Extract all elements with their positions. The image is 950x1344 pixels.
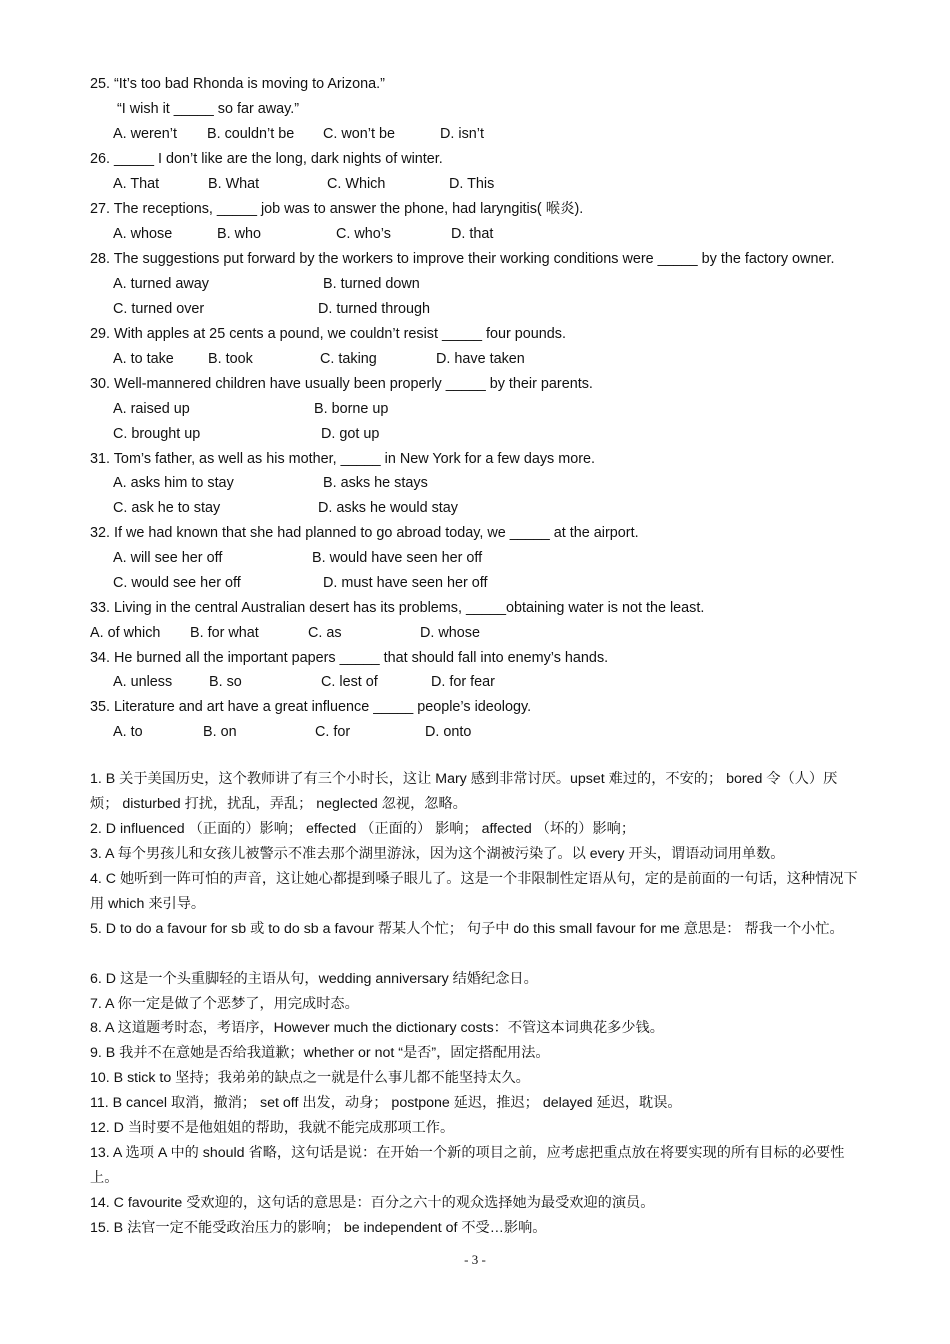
question-25-option-a: A. weren’t: [113, 126, 177, 142]
answer-15: 15. B 法官一定不能受政治压力的影响； be independent of 不受…影响。: [90, 1220, 547, 1236]
question-28-stem: 28. The suggestions put forward by the workers to improve their working conditions were _____ by the factory owner.: [90, 251, 835, 267]
question-29-option-b: B. took: [208, 351, 253, 367]
question-31-stem: 31. Tom’s father, as well as his mother, _____ in New York for a few days more.: [90, 451, 595, 467]
question-30-option-c: C. brought up: [113, 426, 201, 442]
question-32-option-c: C. would see her off: [113, 575, 241, 591]
answer-2: 2. D influenced （正面的）影响； effected （正面的） 影响； affected （坏的）影响；: [90, 821, 636, 837]
question-32-option-b: B. would have seen her off: [312, 550, 483, 566]
question-35-option-a: A. to: [113, 724, 143, 740]
question-25-option-c: C. won’t be: [323, 126, 395, 142]
answer-13: 13. A 选项 A 中的 should 省略，这句话是说：在开始一个新的项目之前，应考虑把重点放在将要实现的所有目标的必要性上。: [90, 1145, 845, 1186]
question-26-stem: 26. _____ I don’t like are the long, dark nights of winter.: [90, 151, 443, 167]
question-31-option-d: D. asks he would stay: [318, 500, 458, 516]
question-31-option-a: A. asks him to stay: [113, 475, 234, 491]
answer-12: 12. D 当时要不是他姐姐的帮助，我就不能完成那项工作。: [90, 1120, 455, 1136]
question-34-option-a: A. unless: [113, 674, 173, 690]
question-26-option-d: D. This: [449, 176, 495, 192]
question-28-option-a: A. turned away: [113, 276, 209, 292]
question-26-option-b: B. What: [208, 176, 260, 192]
question-28-option-b: B. turned down: [323, 276, 420, 292]
question-31-option-b: B. asks he stays: [323, 475, 428, 491]
answer-3: 3. A 每个男孩儿和女孩儿被警示不准去那个湖里游泳，因为这个湖被污染了。以 every 开头，谓语动词用单数。: [90, 846, 785, 862]
question-34-option-c: C. lest of: [321, 674, 378, 690]
question-27-option-a: A. whose: [113, 226, 173, 242]
question-27-option-d: D. that: [451, 226, 494, 242]
question-27-option-c: C. who’s: [336, 226, 391, 242]
question-27-option-b: B. who: [217, 226, 261, 242]
question-33-option-c: C. as: [308, 625, 342, 641]
question-33-option-b: B. for what: [190, 625, 259, 641]
question-30-stem: 30. Well-mannered children have usually been properly _____ by their parents.: [90, 376, 593, 392]
question-29-stem: 29. With apples at 25 cents a pound, we couldn’t resist _____ four pounds.: [90, 326, 566, 342]
answer-1: 1. B 关于美国历史，这个教师讲了有三个小时长，这让 Mary 感到非常讨厌。upset 难过的，不安的； bored 令（人）厌烦； disturbed 打扰，扰乱，弄乱； neglected 忽视，忽略。: [90, 771, 838, 812]
answer-9: 9. B 我并不在意她是否给我道歉；whether or not “是否”，固定搭配用法。: [90, 1045, 550, 1061]
question-29-option-c: C. taking: [320, 351, 377, 367]
question-30-option-b: B. borne up: [314, 401, 389, 417]
question-26-option-c: C. Which: [327, 176, 386, 192]
question-25-option-b: B. couldn’t be: [207, 126, 295, 142]
question-34-option-b: B. so: [209, 674, 242, 690]
question-32-option-d: D. must have seen her off: [323, 575, 488, 591]
question-35-option-d: D. onto: [425, 724, 472, 740]
question-29-option-d: D. have taken: [436, 351, 525, 367]
question-27-stem: 27. The receptions, _____ job was to answer the phone, had laryngitis( 喉炎).: [90, 201, 584, 217]
answer-5: 5. D to do a favour for sb 或 to do sb a favour 帮某人个忙； 句子中 do this small favour for me 意思是： 帮我一个小忙。: [90, 921, 844, 937]
question-28-option-d: D. turned through: [318, 301, 430, 317]
question-33-option-d: D. whose: [420, 625, 480, 641]
question-30-option-d: D. got up: [321, 426, 380, 442]
question-25-option-d: D. isn’t: [440, 126, 484, 142]
question-25-stem: 25. “It’s too bad Rhonda is moving to Arizona.”: [90, 76, 385, 92]
answer-8: 8. A 这道题考时态，考语序，However much the dictionary costs：不管这本词典花多少钱。: [90, 1020, 664, 1036]
question-34-stem: 34. He burned all the important papers _____ that should fall into enemy’s hands.: [90, 650, 609, 666]
answer-6: 6. D 这是一个头重脚轻的主语从句，wedding anniversary 结婚纪念日。: [90, 971, 538, 987]
answer-14: 14. C favourite 受欢迎的，这句话的意思是：百分之六十的观众选择她为最受欢迎的演员。: [90, 1195, 655, 1211]
answer-10: 10. B stick to 坚持；我弟弟的缺点之一就是什么事儿都不能坚持太久。: [90, 1070, 530, 1086]
question-33-stem: 33. Living in the central Australian desert has its problems, _____obtaining water is not the least.: [90, 600, 705, 616]
question-34-option-d: D. for fear: [431, 674, 495, 690]
question-25-stem-line2: “I wish it _____ so far away.”: [117, 101, 300, 117]
question-35-option-c: C. for: [315, 724, 351, 740]
question-31-option-c: C. ask he to stay: [113, 500, 221, 516]
question-28-option-c: C. turned over: [113, 301, 205, 317]
question-32-stem: 32. If we had known that she had planned to go abroad today, we _____ at the airport.: [90, 525, 639, 541]
question-35-option-b: B. on: [203, 724, 237, 740]
answer-4: 4. C 她听到一阵可怕的声音，这让她心都提到嗓子眼儿了。这是一个非限制性定语从句，定的是前面的一句话，这种情况下用 which 来引导。: [90, 871, 858, 912]
question-35-stem: 35. Literature and art have a great influence _____ people’s ideology.: [90, 699, 532, 715]
answer-11: 11. B cancel 取消，撤消； set off 出发，动身； postpone 延迟，推迟； delayed 延迟，耽误。: [90, 1095, 682, 1111]
question-32-option-a: A. will see her off: [113, 550, 223, 566]
question-33-option-a: A. of which: [90, 625, 161, 641]
page-number: - 3 -: [464, 1252, 486, 1267]
question-29-option-a: A. to take: [113, 351, 174, 367]
question-26-option-a: A. That: [113, 176, 160, 192]
question-30-option-a: A. raised up: [113, 401, 190, 417]
answer-7: 7. A 你一定是做了个恶梦了，用完成时态。: [90, 996, 359, 1012]
